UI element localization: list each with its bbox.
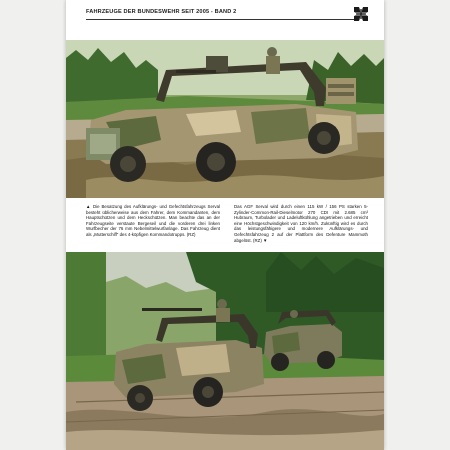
photo-serval-convoy	[66, 252, 384, 450]
header-rule	[86, 19, 354, 20]
caption-right: Das AGF Serval wird durch einen 115 kW / 156 PS starken 5-Zylinder-Common-Rail-Dieselmotor 270 CDI mit 2.685 cm³ Hubraum, Turbolader und Ladeluftkühlung angetrieben und erreicht eine Höchstgeschwindigkeit von 120 km/h. Zukünftig wird es durch das leistungsfähigere und modernere Aufklärungs- und Gefechtsfahrzeug 2 auf der Plattform des Defenture Mammoth abgelöst. (RZ) ▼	[234, 204, 368, 243]
photo-serval-front	[66, 40, 384, 198]
caption-area	[86, 204, 370, 246]
page-header	[66, 0, 384, 28]
caption-left: ▲ Die Besatzung des Aufklärungs- und Gefechtsfahrzeugs Serval besteht üblicherweise aus dem Fahrer, dem Kommandanten, dem Hauptschützen und dem Heckschützen. Man beachte das an der Fahrzeugseite verstaute Bergeseil und die vorderen drei linken Wurfbecher der 76 mm Nebelmittelwurfanlage. Das Fahrzeug dient als „Mutterschiff“ des 4-köpfigen Kommandotrupps. (RZ)	[86, 204, 220, 237]
iron-cross-icon	[354, 7, 368, 21]
header-title: FAHRZEUGE DER BUNDESWEHR SEIT 2005 - BAND 2	[86, 9, 237, 15]
magazine-page	[66, 0, 384, 450]
